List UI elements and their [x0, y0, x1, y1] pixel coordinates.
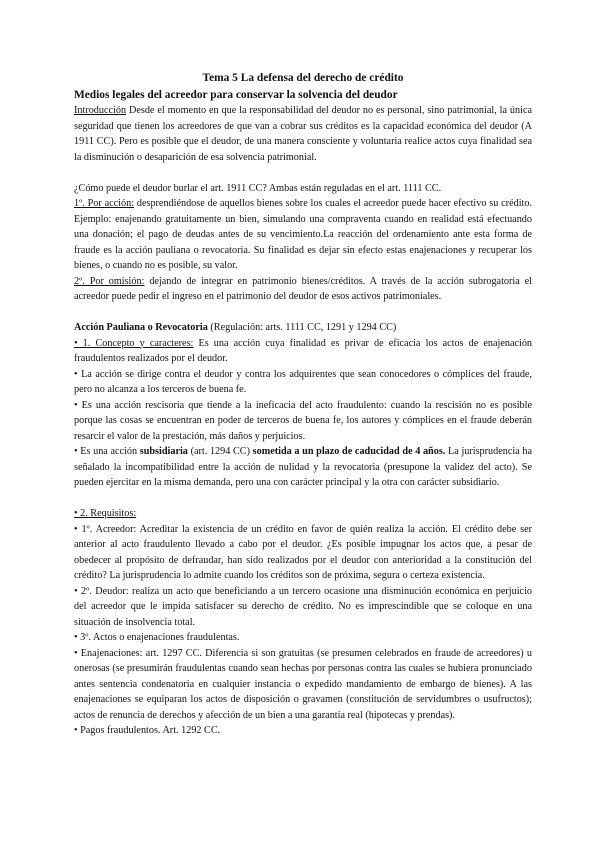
question-paragraph: ¿Cómo puede el deudor burlar el art. 1911 CC? Ambas están reguladas en el art. 1111 CC. [74, 182, 442, 194]
por-accion-paragraph [74, 196, 532, 274]
por-accion-text: desprendiéndose de aquellos bienes sobre los cuales el acreedor puede hacer efectivo su crédito. Ejemplo: enajenando gratuitamente un bien, simulando una compraventa cuando en realidad está efectuando una donación; el pago de deudas antes de su vencimiento.La reacción del ordenamiento ante esta forma de fraude es la acción pauliana o revocatoria. Su finalidad es dejar sin efecto estas enajenaciones y recuperar los bienes, o cuando no es posible, su valor. [74, 198, 532, 271]
spacer [74, 165, 532, 181]
bullet-3-post: La jurisprudencia ha señalado la incompatibilidad entre la acción de nulidad y la revocatoria (presupone la validez del acto). Se pueden ejercitar en la misma demanda, pero una con carácter principal y la otra con carácter subsidiario. [74, 446, 533, 488]
accion-pauliana-heading [74, 320, 532, 336]
page-subtitle: Medios legales del acreedor para conservar la solvencia del deudor [74, 89, 398, 101]
por-omision-text: dejando de integrar en patrimonio bienes/créditos. A través de la acción subrogatoria el acreedor puede pedir el ingreso en el patrimonio del deudor de esos activos patrimoniales. [74, 275, 532, 302]
concepto-bullet-2: • Es una acción rescisoria que tiende a la ineficacia del acto fraudulento: cuando la rescisión no es posible porque las cosas se encuentran en poder de terceros de buena fe, los autores y cómplices en el fraude deberán resarcir el valor de la prestación, más daños y perjuicios. [74, 399, 532, 442]
page-title: Tema 5 La defensa del derecho de crédito [202, 72, 404, 84]
intro-text: Desde el momento en que la responsabilidad del deudor no es personal, sino patrimonial, la única seguridad que tienen los acreedores de que van a cobrar sus créditos es la capacidad económica del deudor (A 1911 CC). Pero es posible que el deudor, de una manera consciente y voluntaria realice actos cuya finalidad sea la disminución o desaparición de esa solvencia patrimonial. [74, 105, 532, 163]
intro-label: Introducción [74, 105, 127, 116]
concepto-bullet-1: • La acción se dirige contra el deudor y contra los adquirentes que sean conocedores o cómplices del fraude, pero no alcanza a los terceros de buena fe. [74, 368, 532, 395]
accion-pauliana-regulation: (Regulación: arts. 1111 CC, 1291 y 1294 CC) [207, 322, 397, 333]
por-omision-paragraph [74, 274, 532, 305]
concepto-text: Es una acción cuya finalidad es privar de eficacia los actos de enajenación fraudulentos realizados por el deudor. [74, 337, 533, 364]
requisitos-label: • 2. Requisitos: [74, 508, 137, 519]
concepto-bullet-3 [74, 444, 532, 491]
bullet-3-mid: (art. 1294 CC) [187, 446, 253, 457]
requisito-5: • Pagos fraudulentos. Art. 1292 CC. [74, 725, 221, 736]
requisito-3: • 3º. Actos o enajenaciones fraudulentas. [74, 632, 240, 643]
intro-paragraph [74, 103, 532, 165]
concepto-paragraph [74, 336, 532, 367]
bullet-3-pre: • Es una acción [74, 446, 140, 457]
document-page [74, 70, 532, 739]
por-omision-label: 2º. Por omisión: [74, 275, 145, 287]
requisito-1: • 1º. Acreedor: Acreditar la existencia de un crédito en favor de quién realiza la acción. El crédito debe ser anterior al acto fraudulento llevado a cabo por el deudor. ¿Es posible impugnar los actos que, a pesar de obedecer al propósito de defraudar, han sido realizados por el deudor con anterioridad a la constitución del crédito? La jurisprudencia lo admite cuando los créditos son de próxima, segura o certeza existencia. [74, 523, 532, 581]
spacer [74, 491, 532, 507]
spacer [74, 305, 532, 321]
requisito-4: • Enajenaciones: art. 1297 CC. Diferencia si son gratuitas (se presumen celebrados en fraude de acreedores) u onerosas (se presumirán fraudulentas cuando sean hechas por personas contra las cuales se hubiera pronunciado antes sentencia condenatoria en cualquier instancia o expedido mandamiento de embargo de bienes). A las enajenaciones se equiparan los actos de disposición o gravamen (constitución de servidumbres o usufructos); actos de renuncia de derechos y afección de un bien a una garantía real (hipotecas y prendas). [74, 647, 532, 721]
por-accion-label: 1º. Por acción: [74, 198, 135, 209]
bullet-3-subsidiaria: subsidiaria [139, 446, 188, 457]
bullet-3-plazo: sometida a un plazo de caducidad de 4 años. [252, 446, 446, 457]
concepto-label: • 1. Concepto y caracteres: [74, 337, 194, 349]
requisito-2: • 2º. Deudor: realiza un acto que beneficiando a un tercero ocasione una disminución económica en perjuicio del acreedor que le impida satisfacer su derecho de crédito. No es imprescindible que se coloque en una situación de insolvencia total. [74, 585, 532, 628]
accion-pauliana-title: Acción Pauliana o Revocatoria [74, 322, 208, 333]
